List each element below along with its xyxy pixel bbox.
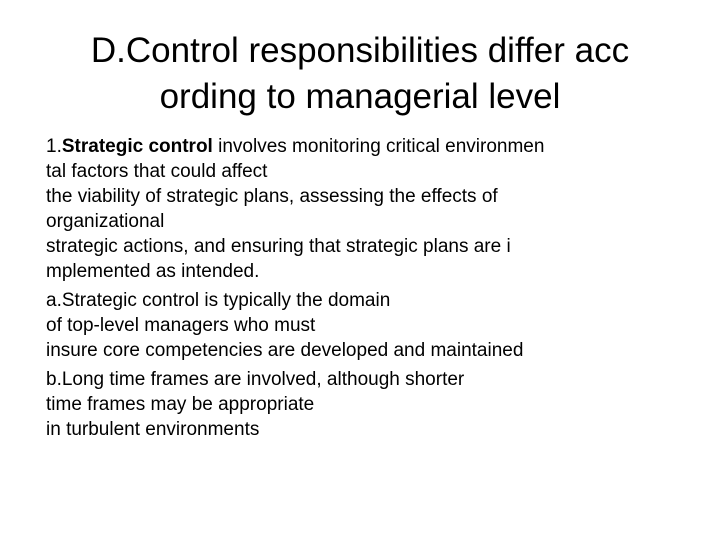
list-item-text: involves monitoring critical environmen	[212, 136, 545, 157]
slide-title-line: D.Control responsibilities differ acc	[90, 31, 630, 70]
list-item-text: insure core competencies are developed and maintained	[46, 340, 524, 361]
list-item-text: strategic actions, and ensuring that strategic plans are i	[46, 236, 511, 257]
list-item-text: organizational	[46, 211, 165, 232]
list-item-text: Long time frames are involved, although shorter	[61, 369, 465, 390]
list-item-text: of top-level managers who must	[46, 315, 316, 336]
list-item-marker: 1.	[46, 136, 62, 157]
list-item-text: Strategic control is typically the domain	[61, 290, 391, 311]
list-item-text: mplemented as intended.	[46, 261, 260, 282]
slide-body	[46, 134, 696, 446]
slide-title-line: ording to managerial level	[159, 77, 561, 116]
bold-term: Strategic control	[61, 136, 213, 157]
list-item-marker: a.	[46, 290, 62, 311]
list-item-first-line	[46, 288, 696, 313]
list-item-domain	[46, 288, 696, 363]
list-item-time-frames	[46, 367, 696, 442]
list-item-text: tal factors that could affect	[46, 161, 268, 182]
list-item-marker: b.	[46, 369, 62, 390]
list-item-text: time frames may be appropriate	[46, 394, 315, 415]
list-item-strategic-control	[46, 134, 696, 284]
list-item-text: in turbulent environments	[46, 419, 260, 440]
list-item-first-line	[46, 367, 696, 392]
list-item-text: the viability of strategic plans, assessing the effects of	[46, 186, 498, 207]
slide-title	[30, 28, 690, 120]
list-item-first-line	[46, 134, 696, 159]
